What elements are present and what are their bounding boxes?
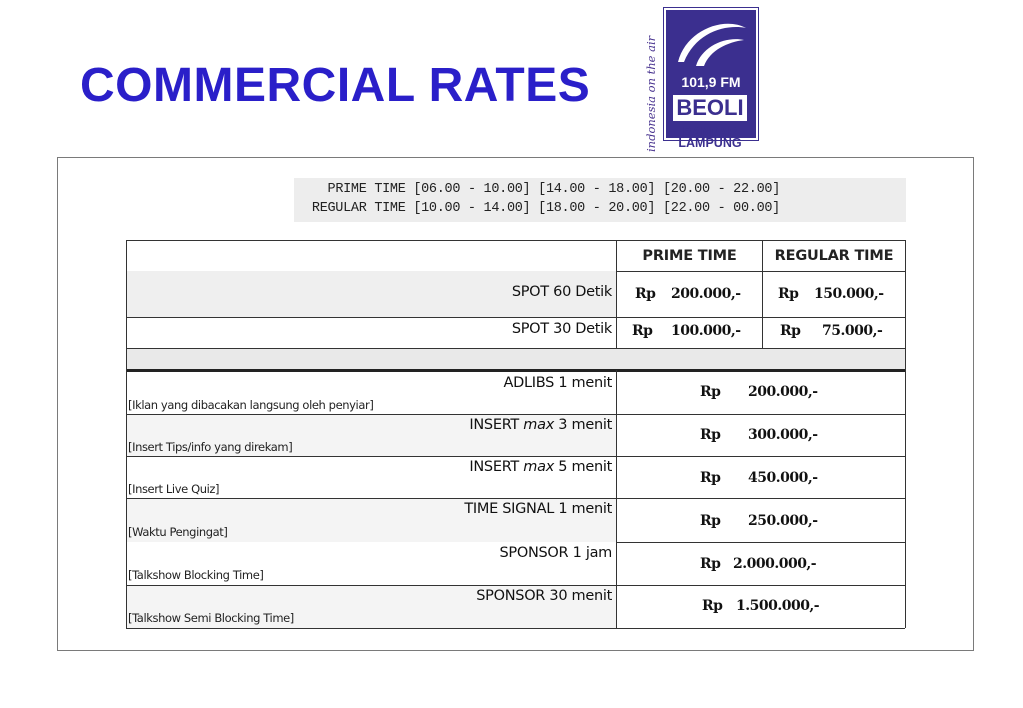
item-label: INSERT max 5 menit <box>469 459 612 475</box>
item-label: INSERT max 3 menit <box>469 417 612 433</box>
spot-label: SPOT 60 Detik <box>511 284 612 300</box>
item-label: SPONSOR 30 menit <box>476 588 612 604</box>
item-label: SPONSOR 1 jam <box>499 545 612 561</box>
currency: Rp <box>700 470 721 486</box>
currency: Rp <box>635 286 656 302</box>
header-prime-time: PRIME TIME <box>642 248 737 264</box>
item-label: ADLIBS 1 menit <box>503 375 612 391</box>
item-description: [Waktu Pengingat] <box>128 525 228 539</box>
radio-logo <box>642 8 757 152</box>
currency: Rp <box>700 427 721 443</box>
item-price: 1.500.000,- <box>736 598 820 614</box>
item-price: 200.000,- <box>748 384 818 400</box>
currency: Rp <box>700 513 721 529</box>
logo-name: BEOLI <box>671 93 749 123</box>
page-title: COMMERCIAL RATES <box>80 59 591 112</box>
item-price: 300.000,- <box>748 427 818 443</box>
time-legend <box>294 178 906 222</box>
logo-city: BANDAR LAMPUNG <box>678 125 742 150</box>
separator-row <box>126 348 905 369</box>
logo-badge <box>664 8 758 140</box>
currency: Rp <box>778 286 799 302</box>
regular-price: 150.000,- <box>814 286 884 302</box>
header-regular-time: REGULAR TIME <box>774 248 894 264</box>
currency: Rp <box>632 323 653 339</box>
item-price: 2.000.000,- <box>733 556 817 572</box>
prime-time-hours: PRIME TIME [06.00 - 10.00] [14.00 - 18.00] [20.00 - 22.00] <box>327 182 780 197</box>
wave-icon <box>666 10 756 74</box>
spot-label: SPOT 30 Detik <box>511 321 612 337</box>
prime-price: 100.000,- <box>671 323 741 339</box>
regular-time-hours: REGULAR TIME [10.00 - 14.00] [18.00 - 20.00] [22.00 - 00.00] <box>311 201 780 216</box>
item-description: [Talkshow Semi Blocking Time] <box>128 611 294 625</box>
item-label: TIME SIGNAL 1 menit <box>464 501 612 517</box>
currency: Rp <box>700 556 721 572</box>
item-description: [Iklan yang dibacakan langsung oleh penyiar] <box>128 398 374 412</box>
table-border-bottom <box>126 628 905 629</box>
logo-tagline: indonesia on the air <box>644 35 658 152</box>
currency: Rp <box>780 323 801 339</box>
logo-frequency: 101,9 FM <box>681 74 741 90</box>
item-description: [Insert Tips/info yang direkam] <box>128 440 293 454</box>
prime-price: 200.000,- <box>671 286 741 302</box>
currency: Rp <box>700 384 721 400</box>
item-description: [Talkshow Blocking Time] <box>128 568 264 582</box>
table-border-top <box>126 240 905 241</box>
item-price: 450.000,- <box>748 470 818 486</box>
item-price: 250.000,- <box>748 513 818 529</box>
currency: Rp <box>702 598 723 614</box>
regular-price: 75.000,- <box>822 323 883 339</box>
item-description: [Insert Live Quiz] <box>128 482 220 496</box>
